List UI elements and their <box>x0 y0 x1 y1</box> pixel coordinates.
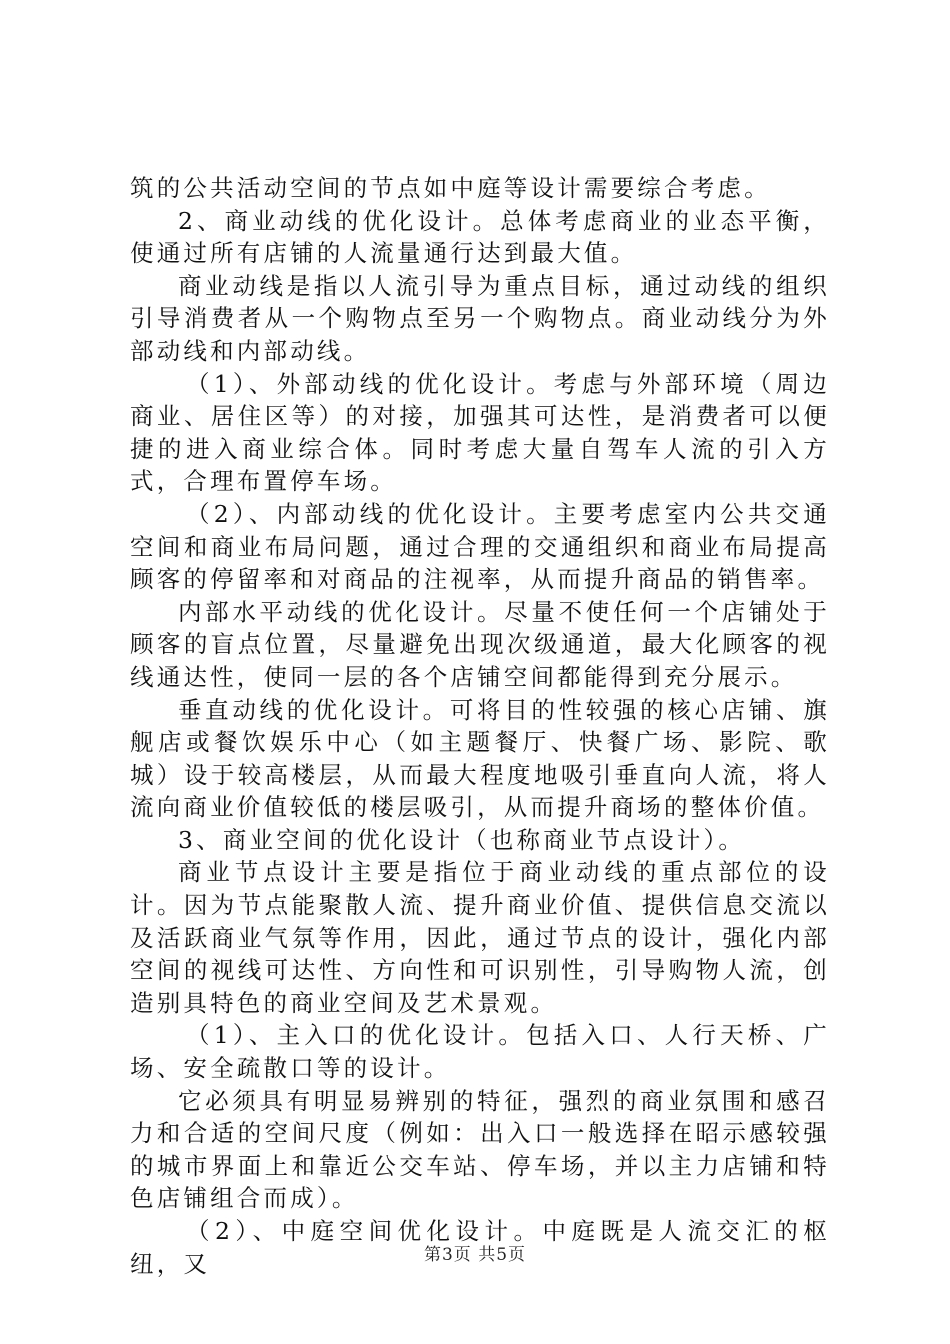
paragraph-node-design: 商业节点设计主要是指位于商业动线的重点部位的设计。因为节点能聚散人流、提升商业价值、提供信息交流以及活跃商业气氛等作用，因此，通过节点的设计，强化内部空间的视线可达性、方向性和可识别性，引导购物人流，创造别具特色的商业空间及艺术景观。 <box>130 858 830 1017</box>
paragraph-horizontal-flow: 内部水平动线的优化设计。尽量不使任何一个店铺处于顾客的盲点位置，尽量避免出现次级通道，最大化顾客的视线通达性，使同一层的各个店铺空间都能得到充分展示。 <box>130 597 830 691</box>
paragraph-section-3: 3、商业空间的优化设计（也称商业节点设计）。 <box>178 825 746 854</box>
paragraph-vertical-flow: 垂直动线的优化设计。可将目的性较强的核心店铺、旗舰店或餐饮娱乐中心（如主题餐厅、快餐广场、影院、歌城）设于较高楼层，从而最大程度地吸引垂直向人流，将人流向商业价值较低的楼层吸引，从而提升商场的整体价值。 <box>130 695 830 822</box>
body-text <box>130 172 830 1280</box>
paragraph-external-flow: （1）、外部动线的优化设计。考虑与外部环境（周边商业、居住区等）的对接，加强其可达性，是消费者可以便捷的进入商业综合体。同时考虑大量自驾车人流的引入方式，合理布置停车场。 <box>130 369 830 496</box>
paragraph-continuation: 筑的公共活动空间的节点如中庭等设计需要综合考虑。 <box>130 174 771 202</box>
paragraph-entrance-features: 它必须具有明显易辨别的特征，强烈的商业氛围和感召力和合适的空间尺度（例如：出入口一般选择在昭示感较强的城市界面上和靠近公交车站、停车场，并以主力店铺和特色店铺组合而成）。 <box>130 1086 830 1213</box>
page-number-footer: 第3页 共5页 <box>423 1245 527 1265</box>
paragraph-atrium: （2）、中庭空间优化设计。中庭既是人流交汇的枢纽，又 <box>130 1217 830 1278</box>
paragraph-commercial-flow: 商业动线是指以人流引导为重点目标，通过动线的组织引导消费者从一个购物点至另一个购物点。商业动线分为外部动线和内部动线。 <box>130 271 830 365</box>
paragraph-section-2: 2、商业动线的优化设计。总体考虑商业的业态平衡，使通过所有店铺的人流量通行达到最大值。 <box>130 206 830 268</box>
paragraph-main-entrance: （1）、主入口的优化设计。包括入口、人行天桥、广场、安全疏散口等的设计。 <box>130 1021 830 1083</box>
paragraph-internal-flow: （2）、内部动线的优化设计。主要考虑室内公共交通空间和商业布局问题，通过合理的交通组织和商业布局提高顾客的停留率和对商品的注视率，从而提升商品的销售率。 <box>130 499 830 594</box>
